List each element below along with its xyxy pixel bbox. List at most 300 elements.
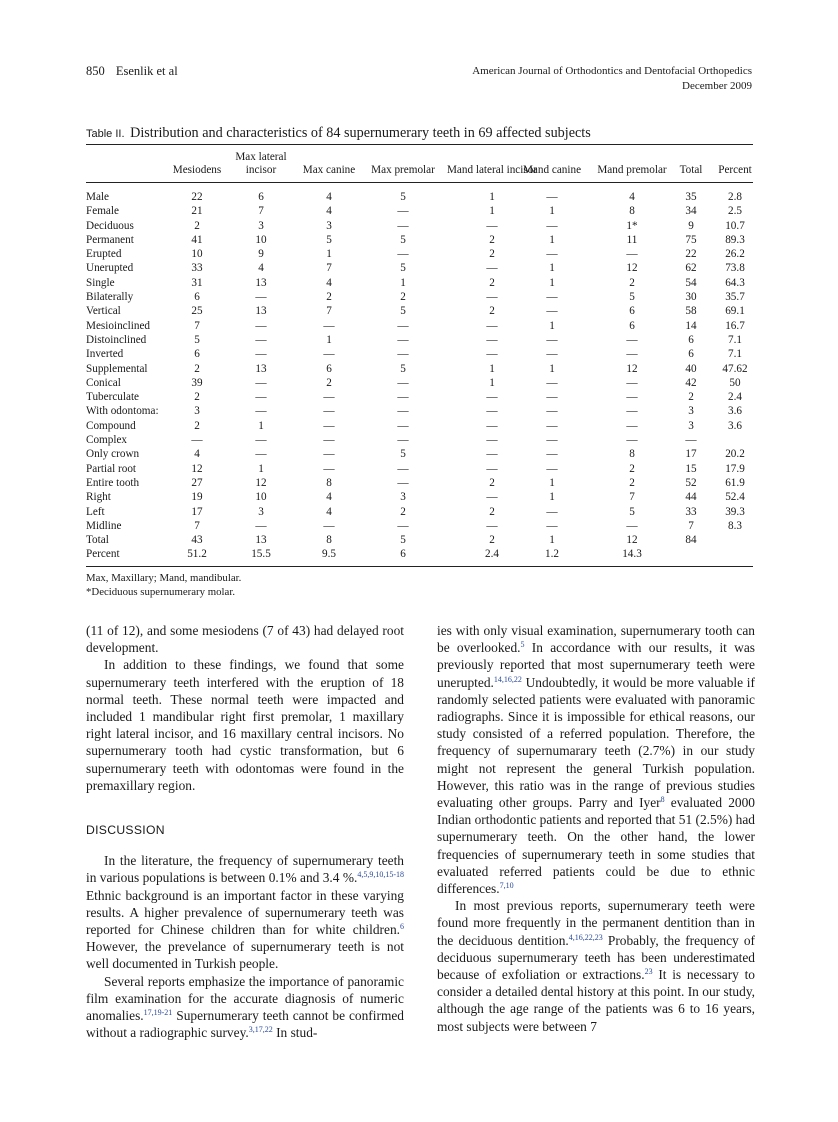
- journal-name: American Journal of Orthodontics and Dentofacial Orthopedics: [472, 65, 752, 77]
- table-cell: 3: [326, 219, 332, 232]
- row-label: Left: [86, 505, 105, 518]
- table-cell: —: [546, 419, 558, 432]
- table-cell: —: [397, 462, 409, 475]
- table-row: [86, 519, 753, 533]
- table-cell: 69.1: [725, 305, 745, 318]
- table-cell: 6: [326, 362, 332, 375]
- table-cell: 2: [629, 476, 635, 489]
- table-cell: —: [397, 476, 409, 489]
- table-cell: 54: [685, 276, 697, 289]
- row-label: With odontoma:: [86, 405, 159, 418]
- citation-ref[interactable]: 23: [644, 967, 653, 977]
- row-label: Single: [86, 276, 115, 289]
- table-cell: 3: [688, 405, 694, 418]
- table-cell: 2: [629, 276, 635, 289]
- row-label: Female: [86, 205, 119, 218]
- table-cell: —: [626, 519, 638, 532]
- table-cell: 1: [489, 376, 495, 389]
- table-cell: 12: [626, 362, 638, 375]
- table-row: [86, 304, 753, 318]
- table-cell: 5: [400, 448, 406, 461]
- table-cell: —: [323, 519, 335, 532]
- table-cell: —: [255, 319, 267, 332]
- table-cell: —: [323, 391, 335, 404]
- table-cell: 10: [191, 248, 203, 261]
- table-cell: —: [546, 248, 558, 261]
- table-cell: —: [685, 434, 697, 447]
- table-cell: 2: [489, 505, 495, 518]
- table-cell: —: [323, 419, 335, 432]
- table-cell: —: [486, 333, 498, 346]
- table-cell: 1: [549, 276, 555, 289]
- paragraph: Several reports emphasize the importance of panoramic film examination for the accurate diagnosis of numeric anomalies.$^{17,19-21}$ Supernumerary teeth cannot be confirmed without a radiographic survey.$^{3,17,22}$ In stud-: [86, 973, 404, 1041]
- table-cell: 89.3: [725, 233, 745, 246]
- column-header: Mand premolar: [597, 164, 667, 176]
- table-cell: —: [546, 405, 558, 418]
- paragraph: (11 of 12), and some mesiodens (7 of 43) had delayed root development.: [86, 623, 404, 656]
- table-row: [86, 319, 753, 333]
- table-cell: 5: [400, 534, 406, 547]
- table-cell: 2: [489, 248, 495, 261]
- table-cell: 7: [326, 262, 332, 275]
- table-cell: 35: [685, 191, 697, 203]
- table-row: [86, 462, 753, 476]
- table-cell: 41: [191, 233, 203, 246]
- table-cell: 1: [489, 191, 495, 203]
- table-row: [86, 490, 753, 504]
- table-cell: 50: [729, 376, 741, 389]
- table-cell: 2.4: [485, 548, 499, 561]
- table-cell: 1: [258, 462, 264, 475]
- citation-ref[interactable]: 4,16,22,23: [568, 932, 603, 942]
- table-row: [86, 247, 753, 261]
- table-row: [86, 290, 753, 304]
- row-label: Complex: [86, 434, 128, 447]
- table-cell: 3: [400, 491, 406, 504]
- table-cell: 52.4: [725, 491, 745, 504]
- table-cell: —: [486, 319, 498, 332]
- table-cell: —: [546, 348, 558, 361]
- table-cell: —: [626, 333, 638, 346]
- table-cell: 62: [685, 262, 697, 275]
- table-cell: —: [397, 319, 409, 332]
- row-label: Deciduous: [86, 219, 134, 232]
- table-cell: —: [397, 376, 409, 389]
- table-cell: —: [255, 405, 267, 418]
- table-cell: 84: [685, 534, 697, 547]
- table-cell: —: [255, 448, 267, 461]
- table-cell: —: [486, 262, 498, 275]
- citation-ref[interactable]: 7,10: [499, 881, 514, 891]
- table-cell: 1: [326, 333, 332, 346]
- table-cell: 12: [626, 534, 638, 547]
- table-cell: —: [546, 391, 558, 404]
- row-label: Total: [86, 534, 109, 547]
- table-cell: 27: [191, 476, 203, 489]
- table-cell: 2: [326, 376, 332, 389]
- table-cell: —: [255, 434, 267, 447]
- table-cell: 2: [489, 276, 495, 289]
- table-cell: 7: [258, 205, 264, 218]
- table-cell: 13: [255, 362, 267, 375]
- table-row: [86, 376, 753, 390]
- table-cell: —: [546, 434, 558, 447]
- table-cell: 5: [326, 233, 332, 246]
- table-cell: 39: [191, 376, 203, 389]
- table-cell: —: [546, 519, 558, 532]
- table-cell: 6: [194, 348, 200, 361]
- table-cell: 52: [685, 476, 697, 489]
- table-cell: 4: [629, 191, 635, 203]
- table-cell: —: [255, 333, 267, 346]
- table-cell: 47.62: [722, 362, 748, 375]
- table-cell: 1*: [626, 219, 638, 232]
- table-cell: 3: [194, 405, 200, 418]
- row-label: Distoinclined: [86, 333, 147, 346]
- table-cell: 5: [400, 362, 406, 375]
- table-cell: 61.9: [725, 476, 745, 489]
- paragraph: In most previous reports, supernumerary teeth were found more frequently in the permanent dentition than in the deciduous dentition.$^{4,16,22,23}$ Probably, the frequency of deciduous supernumerary teeth has been underestimated because of exfoliation or extractions.$^{23}$ It is necessary to consider a detailed dental history at this point. In our study, although the age range of the patients was 6 to 16 years, most subjects were between 7: [437, 898, 755, 1034]
- table-cell: 6: [400, 548, 406, 561]
- table-cell: —: [323, 462, 335, 475]
- table-row: [86, 419, 753, 433]
- table-cell: 6: [258, 191, 264, 203]
- table-cell: —: [397, 348, 409, 361]
- citation-ref[interactable]: 6: [400, 922, 404, 932]
- table-cell: 17: [191, 505, 203, 518]
- table-cell: —: [397, 419, 409, 432]
- table-cell: 4: [326, 491, 332, 504]
- column-header: Max lateral incisor: [235, 151, 287, 176]
- table-cell: 44: [685, 491, 697, 504]
- table-cell: 13: [255, 534, 267, 547]
- table-row: [86, 233, 753, 247]
- table-cell: 5: [629, 505, 635, 518]
- table-cell: 51.2: [187, 548, 207, 561]
- table-cell: —: [626, 434, 638, 447]
- table-cell: 6: [629, 319, 635, 332]
- table-cell: 12: [255, 476, 267, 489]
- row-label: Inverted: [86, 348, 124, 361]
- table-cell: —: [546, 305, 558, 318]
- table-cell: 1: [326, 248, 332, 261]
- table-cell: 13: [255, 305, 267, 318]
- table-cell: —: [397, 519, 409, 532]
- table-cell: 2: [629, 462, 635, 475]
- table-cell: 16.7: [725, 319, 745, 332]
- table-cell: 10: [255, 233, 267, 246]
- table-cell: 2: [489, 534, 495, 547]
- author-names: Esenlik et al: [115, 64, 178, 78]
- table-cell: 8: [629, 205, 635, 218]
- table-cell: —: [486, 462, 498, 475]
- table-cell: 2.4: [728, 391, 742, 404]
- table-cell: 21: [191, 205, 203, 218]
- paragraph: ies with only visual examination, supernumerary tooth can be overlooked.$^5$ In accordance with our results, it was previously reported that most supernumerary teeth were unerupted.$^{14,16,22}$ Undoubtedly, it would be more valuable if randomly selected patients were evaluated with panoramic radiographs. Since it is impossible for ethical reasons, our study consisted of a referred population. Therefore, the frequency of supernumarary teeth (2.7%) in our study might not represent the general Turkish population. However, this ratio was in the range of previous studies evaluating other groups. Parry and Iyer$^8$ evaluated 2000 Indian orthodontic patients and reported that 51 (2.5%) had supernumerary teeth. On the other hand, the lower frequencies of supernumerary teeth in some studies that evaluated referred patients could be due to ethnic differences.$^{7,10}$: [437, 623, 755, 897]
- table-cell: 33: [685, 505, 697, 518]
- section-heading-discussion: DISCUSSION: [86, 823, 165, 838]
- table-cell: 8: [326, 476, 332, 489]
- table-cell: 7: [194, 519, 200, 532]
- table-cell: —: [255, 519, 267, 532]
- table-row: [86, 476, 753, 490]
- table-cell: 1: [549, 319, 555, 332]
- right-text-column: [437, 622, 755, 1035]
- table-cell: 1: [549, 362, 555, 375]
- table-cell: —: [486, 391, 498, 404]
- table-cell: 4: [326, 191, 332, 203]
- table-cell: 4: [326, 205, 332, 218]
- table-cell: —: [486, 491, 498, 504]
- table-cell: —: [486, 434, 498, 447]
- table-cell: 4: [258, 262, 264, 275]
- table-cell: 43: [191, 534, 203, 547]
- table-cell: 2: [489, 476, 495, 489]
- table-cell: 2: [688, 391, 694, 404]
- table-cell: 1: [549, 491, 555, 504]
- table-cell: —: [486, 519, 498, 532]
- table-cell: 2: [194, 391, 200, 404]
- table-cell: 40: [685, 362, 697, 375]
- table-cell: 9: [688, 219, 694, 232]
- table-cell: 3: [258, 505, 264, 518]
- page-number: 850: [86, 64, 105, 78]
- table-footnotes: [86, 571, 241, 599]
- table-cell: 8: [326, 534, 332, 547]
- column-header: Max canine: [302, 164, 356, 176]
- table-cell: 2: [194, 219, 200, 232]
- table-cell: —: [546, 333, 558, 346]
- table-row: [86, 547, 753, 561]
- row-label: Vertical: [86, 305, 121, 318]
- table-cell: 33: [191, 262, 203, 275]
- table-cell: —: [486, 348, 498, 361]
- table-cell: 5: [400, 262, 406, 275]
- row-label: Percent: [86, 548, 120, 561]
- citation-ref[interactable]: 3,17,22: [248, 1025, 273, 1035]
- table-cell: —: [486, 291, 498, 304]
- table-cell: 11: [626, 233, 638, 246]
- table-cell: 2: [194, 419, 200, 432]
- table-cell: 2: [400, 505, 406, 518]
- table-cell: —: [323, 405, 335, 418]
- table-cell: —: [486, 405, 498, 418]
- table-cell: —: [546, 462, 558, 475]
- table-cell: 2: [326, 291, 332, 304]
- table-cell: 7.1: [728, 333, 742, 346]
- row-label: Supplemental: [86, 362, 148, 375]
- table-cell: 25: [191, 305, 203, 318]
- table-footnote-abbreviations: Max, Maxillary; Mand, mandibular.: [86, 572, 242, 584]
- table-row: [86, 533, 753, 547]
- table-cell: 7.1: [728, 348, 742, 361]
- table-cell: —: [397, 205, 409, 218]
- table-cell: 3: [688, 419, 694, 432]
- table-cell: 14.3: [622, 548, 642, 561]
- table-cell: 22: [191, 191, 203, 203]
- table-cell: 10: [255, 491, 267, 504]
- table-cell: 2: [489, 305, 495, 318]
- table-row: [86, 261, 753, 275]
- table-cell: —: [397, 333, 409, 346]
- data-table: [86, 144, 753, 567]
- row-label: Permanent: [86, 233, 134, 246]
- table-cell: 22: [685, 248, 697, 261]
- row-label: Entire tooth: [86, 476, 140, 489]
- row-label: Only crown: [86, 448, 140, 461]
- table-cell: 1: [489, 205, 495, 218]
- table-cell: 15: [685, 462, 697, 475]
- table-cell: —: [397, 391, 409, 404]
- table-row: [86, 219, 753, 233]
- table-cell: 58: [685, 305, 697, 318]
- table-cell: 7: [629, 491, 635, 504]
- table-cell: 6: [194, 291, 200, 304]
- column-header: Mand canine: [522, 164, 582, 176]
- table-caption: [86, 125, 753, 142]
- table-cell: —: [486, 419, 498, 432]
- row-label: Mesioinclined: [86, 319, 151, 332]
- table-cell: 1: [549, 262, 555, 275]
- row-label: Unerupted: [86, 262, 134, 275]
- table-cell: 3.6: [728, 419, 742, 432]
- table-cell: 1.2: [545, 548, 559, 561]
- table-row: [86, 447, 753, 461]
- row-label: Right: [86, 491, 111, 504]
- table-cell: 5: [400, 233, 406, 246]
- table-row: [86, 276, 753, 290]
- table-cell: 42: [685, 376, 697, 389]
- table-cell: —: [626, 391, 638, 404]
- table-cell: 1: [549, 476, 555, 489]
- table-cell: 7: [194, 319, 200, 332]
- table-cell: —: [546, 376, 558, 389]
- table-cell: 5: [400, 305, 406, 318]
- table-cell: 2: [489, 233, 495, 246]
- running-header-left: [86, 64, 178, 79]
- table-cell: 7: [688, 519, 694, 532]
- table-cell: —: [323, 319, 335, 332]
- table-cell: —: [546, 191, 558, 203]
- table-cell: —: [626, 348, 638, 361]
- table-row: [86, 362, 753, 376]
- table-cell: —: [626, 419, 638, 432]
- table-cell: 14: [685, 319, 697, 332]
- table-cell: —: [255, 291, 267, 304]
- table-cell: —: [397, 248, 409, 261]
- table-cell: 34: [685, 205, 697, 218]
- table-cell: 31: [191, 276, 203, 289]
- table-cell: —: [323, 448, 335, 461]
- table-cell: 2: [400, 291, 406, 304]
- table-cell: 1: [489, 362, 495, 375]
- row-label: Compound: [86, 419, 136, 432]
- table-cell: 5: [194, 333, 200, 346]
- table-cell: —: [255, 376, 267, 389]
- table-cell: 5: [400, 191, 406, 203]
- table-cell: —: [397, 405, 409, 418]
- table-cell: 4: [326, 276, 332, 289]
- table-cell: 39.3: [725, 505, 745, 518]
- table-header-row: [86, 145, 753, 183]
- table-cell: 13: [255, 276, 267, 289]
- table-cell: —: [397, 219, 409, 232]
- table-cell: —: [546, 291, 558, 304]
- citation-ref[interactable]: 5: [520, 640, 525, 650]
- table-cell: 35.7: [725, 291, 745, 304]
- table-cell: 73.8: [725, 262, 745, 275]
- table-cell: 17.9: [725, 462, 745, 475]
- table-cell: —: [486, 448, 498, 461]
- left-text-column: [86, 622, 404, 1041]
- table-cell: 6: [688, 333, 694, 346]
- table-cell: —: [191, 434, 203, 447]
- table-row: [86, 433, 753, 447]
- table-cell: 1: [258, 419, 264, 432]
- table-cell: —: [546, 219, 558, 232]
- table-cell: —: [397, 434, 409, 447]
- table-cell: 6: [688, 348, 694, 361]
- table-cell: 75: [685, 233, 697, 246]
- table-row: [86, 347, 753, 361]
- table-cell: 2: [194, 362, 200, 375]
- table-cell: —: [546, 448, 558, 461]
- table-cell: 3: [258, 219, 264, 232]
- table-cell: —: [323, 434, 335, 447]
- table-cell: 4: [326, 505, 332, 518]
- table-cell: 7: [326, 305, 332, 318]
- table-cell: —: [255, 348, 267, 361]
- table-cell: 20.2: [725, 448, 745, 461]
- table-cell: 12: [191, 462, 203, 475]
- column-header: Total: [679, 164, 703, 176]
- table-row: [86, 404, 753, 418]
- citation-ref[interactable]: 8: [660, 795, 665, 805]
- table-cell: 12: [626, 262, 638, 275]
- table-cell: —: [546, 505, 558, 518]
- running-header-right: [472, 64, 752, 94]
- table-row: [86, 390, 753, 404]
- row-label: Erupted: [86, 248, 122, 261]
- table-cell: 3.6: [728, 405, 742, 418]
- table-row: [86, 505, 753, 519]
- table-cell: 1: [400, 276, 406, 289]
- table-cell: 17: [685, 448, 697, 461]
- paragraph: In addition to these findings, we found that some supernumerary teeth interfered with the eruption of 18 normal teeth. These normal teeth were impacted and included 1 mandibular right first premolar, 1 maxillary right lateral incisor, and 16 maxillary central incisors. No supernumerary tooth had cystic transformation, but 6 supernumerary teeth with odontomas were found in the premaxillary region.: [86, 657, 404, 793]
- citation-ref[interactable]: 4,5,9,10,15-18: [357, 870, 404, 880]
- table-label: Table II.: [86, 128, 125, 140]
- table-row: [86, 190, 753, 204]
- table-cell: 15.5: [251, 548, 271, 561]
- table-cell: 4: [194, 448, 200, 461]
- table-cell: —: [255, 391, 267, 404]
- table-cell: —: [626, 376, 638, 389]
- table-cell: —: [486, 219, 498, 232]
- table-cell: 1: [549, 233, 555, 246]
- paragraph: In the literature, the frequency of supernumerary teeth in various populations is between 0.1% and 3.4 %.$^{4,5,9,10,15-18}$ Ethnic background is an important factor in these varying results. A higher prevalence of supernumerary teeth was reported for Chinese children than for white children.$^6$ However, the prevelance of supernumerary teeth is not well documented in Turkish people.: [86, 853, 404, 972]
- citation-ref[interactable]: 17,19-21: [143, 1008, 173, 1018]
- row-label: Tuberculate: [86, 391, 140, 404]
- table-cell: 2.8: [728, 191, 742, 203]
- table-footnote-deciduous: *Deciduous supernumerary molar.: [86, 586, 236, 598]
- table-cell: 8.3: [728, 519, 742, 532]
- table-row: [86, 204, 753, 218]
- column-header: Max premolar: [371, 164, 435, 176]
- table-cell: 30: [685, 291, 697, 304]
- citation-ref[interactable]: 14,16,22: [493, 674, 522, 684]
- table-cell: 9: [258, 248, 264, 261]
- table-cell: —: [323, 348, 335, 361]
